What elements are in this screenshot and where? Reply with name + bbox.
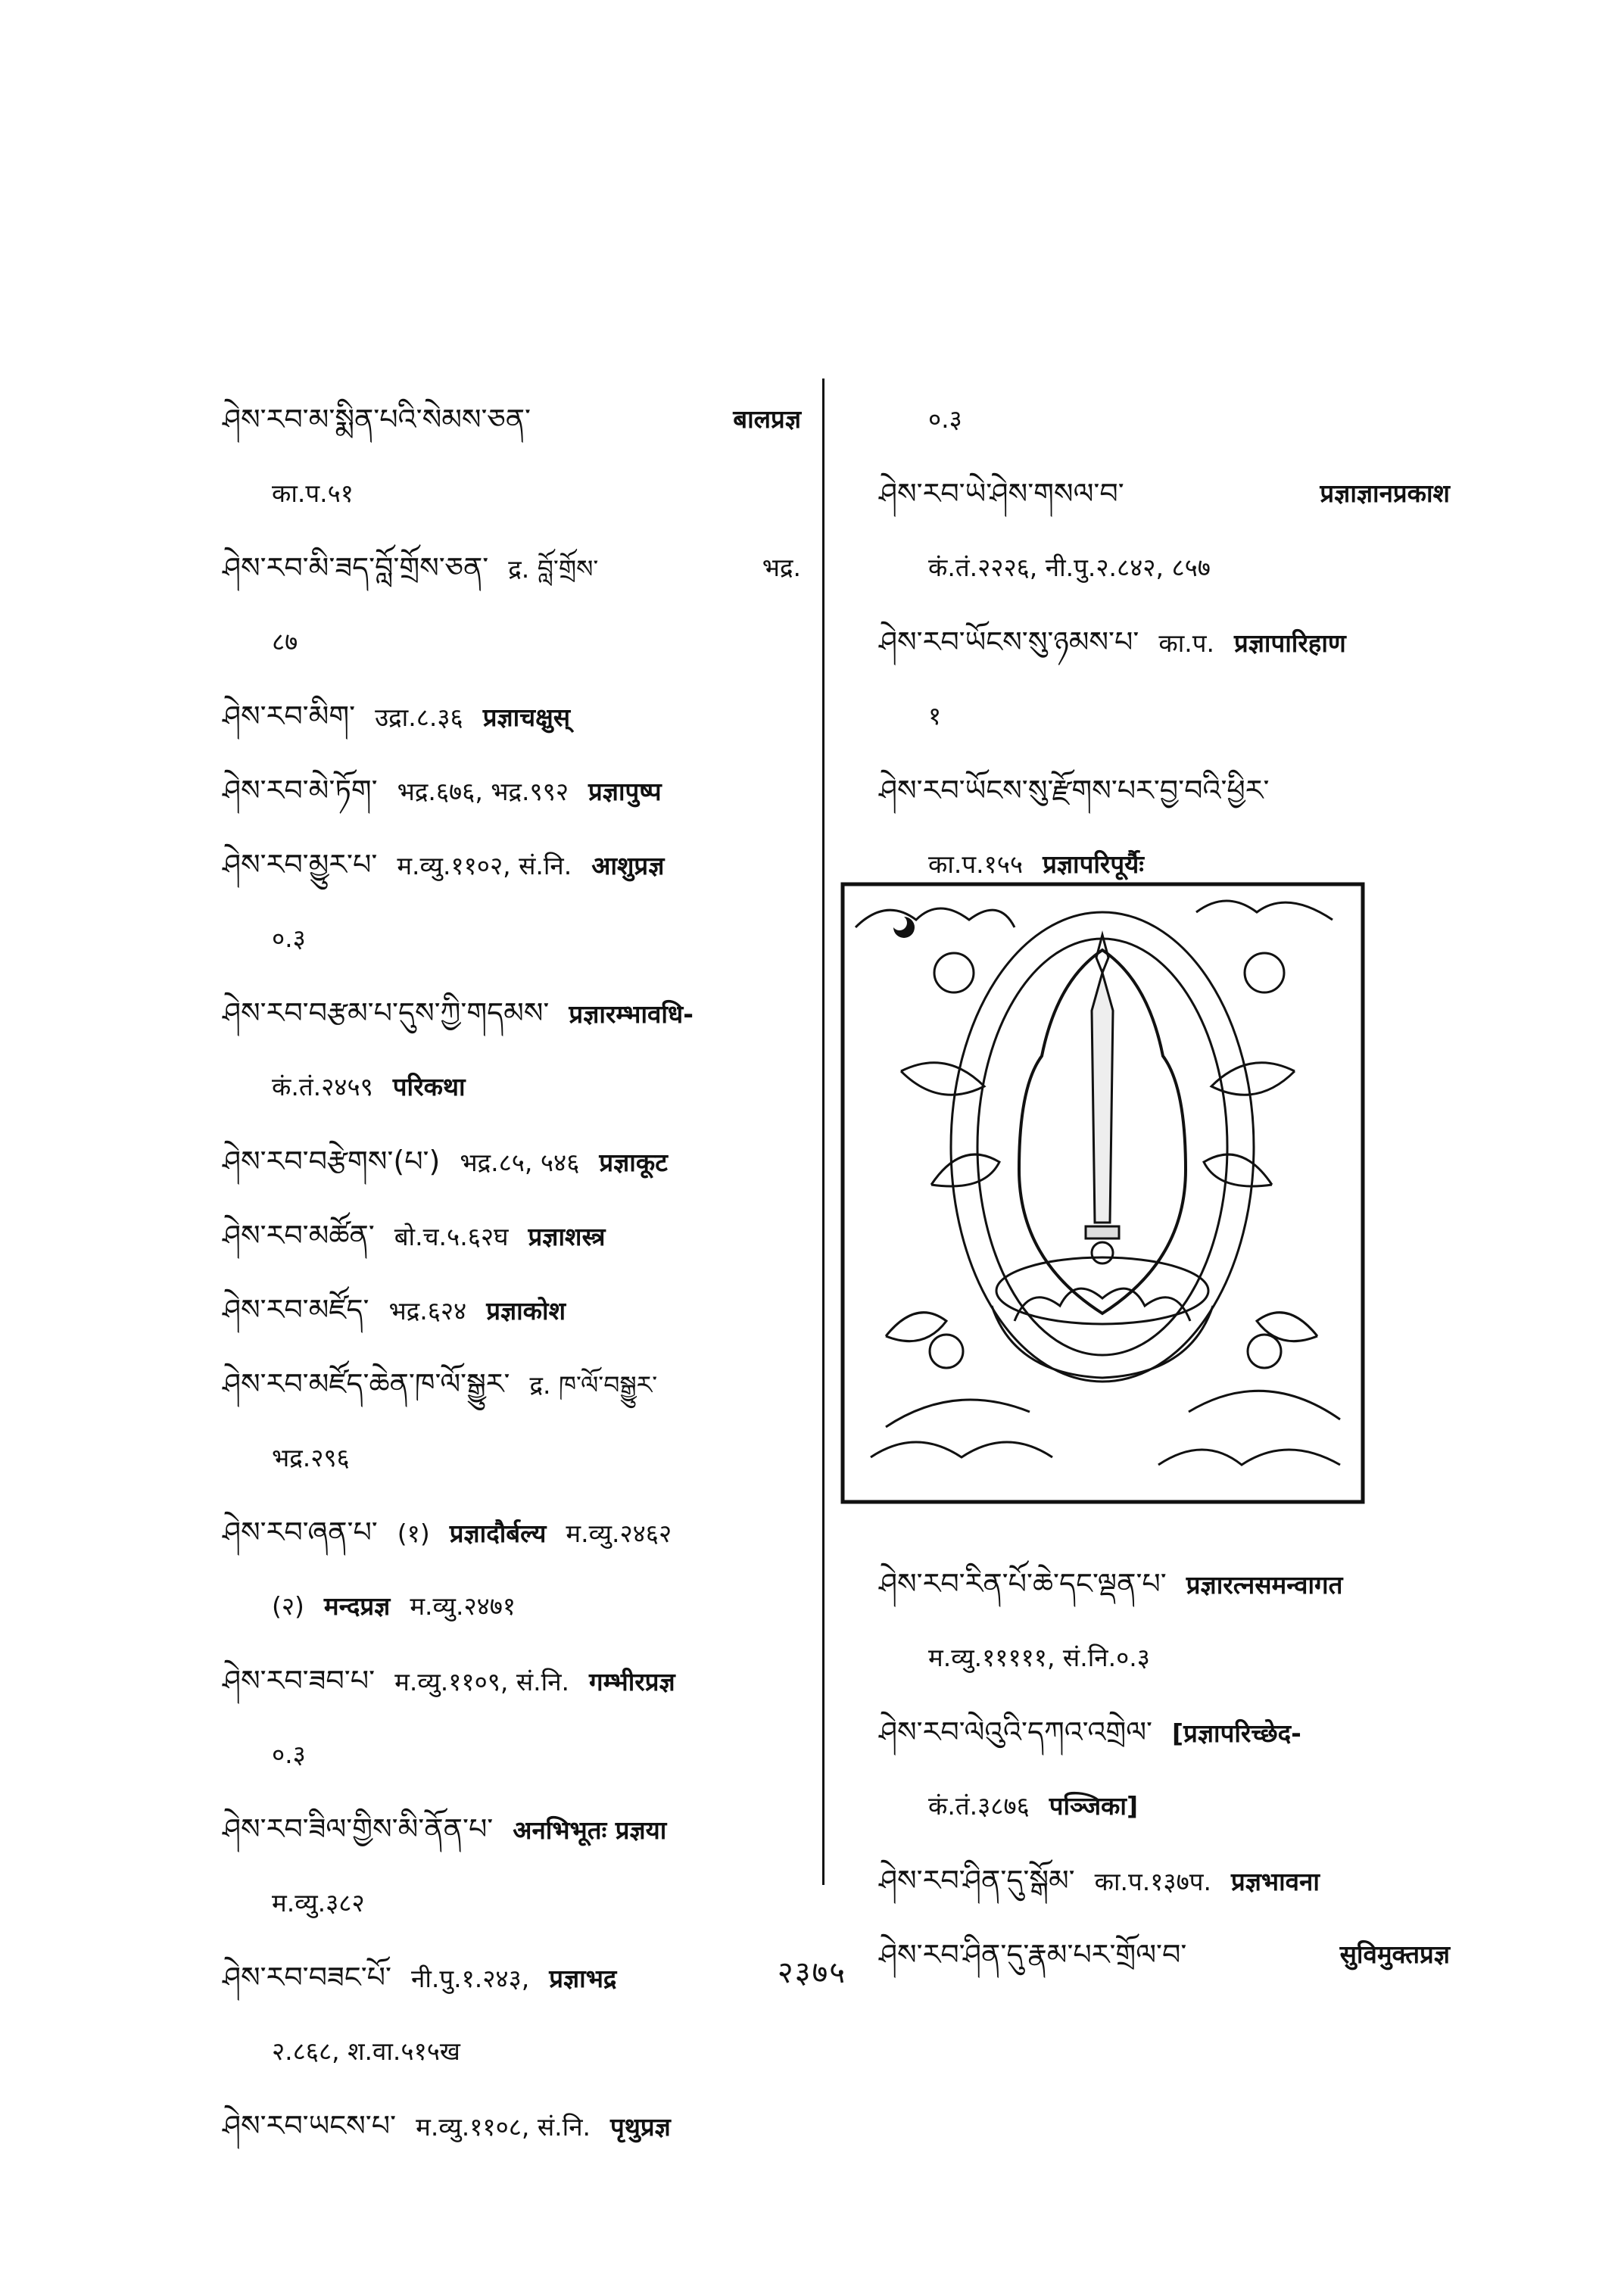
reference: म.व्यु.११०२, सं.नि. bbox=[397, 851, 572, 880]
dictionary-entry bbox=[203, 827, 801, 902]
reference: भद्र.६७६, भद्र.९९२ bbox=[397, 777, 569, 806]
entry-continuation bbox=[203, 1866, 801, 1940]
sanskrit-term: प्रज्ञादौर्बल्य bbox=[449, 1519, 547, 1548]
reference: बो.च.५.६२घ bbox=[394, 1222, 509, 1251]
dictionary-entry bbox=[203, 2089, 801, 2163]
reference: द्र. བློ་གྲོས་ bbox=[508, 554, 599, 584]
tibetan-headword: ཤེས་རབ་མཚོན་ bbox=[223, 1219, 375, 1252]
reference: २.८६८, श.वा.५१५ख bbox=[272, 2036, 460, 2066]
dictionary-entry bbox=[859, 753, 1450, 827]
tibetan-headword: ཤེས་རབ་བརྩམ་པ་དུས་ཀྱི་གདམས་ bbox=[223, 996, 550, 1030]
tibetan-headword: ཤེས་རབ་མཛོད་ bbox=[223, 1293, 369, 1326]
entry-continuation bbox=[859, 1621, 1450, 1695]
sanskrit-term: प्रज्ञाचक्षुस् bbox=[482, 703, 571, 732]
reference: उद्रा.८.३६ bbox=[375, 703, 463, 732]
tibetan-headword: ཤེས་རབ་མིག་ bbox=[223, 699, 356, 733]
sanskrit-term: प्रज्ञाकूट bbox=[599, 1148, 668, 1177]
reference: का.प.५१ bbox=[272, 478, 354, 508]
reference: म.व्यु.११०८, सं.नि. bbox=[416, 2112, 591, 2142]
dictionary-entry bbox=[203, 1792, 801, 1866]
dictionary-entry bbox=[203, 1124, 801, 1198]
sanskrit-term: प्रज्ञाशस्त्र bbox=[528, 1222, 606, 1251]
entry-continuation bbox=[859, 382, 1450, 456]
reference: म.व्यु.३८२ bbox=[272, 1888, 365, 1918]
reference: द्र. ཁ་ལོ་བསྒྱུར་ bbox=[529, 1370, 658, 1400]
reference: म.व्यु.१११११, सं.नि.०.३ bbox=[928, 1643, 1150, 1672]
entry-continuation bbox=[203, 1050, 801, 1124]
sanskrit-term: आशुप्रज्ञ bbox=[591, 851, 665, 880]
sanskrit-term: परिकथा bbox=[392, 1072, 466, 1101]
dictionary-entry bbox=[203, 679, 801, 753]
sanskrit-term: प्रज्ञभावना bbox=[1230, 1867, 1320, 1896]
entry-continuation bbox=[203, 1421, 801, 1495]
tibetan-headword: ཤེས་རབ་ཤིན་དུ་སྒོམ་ bbox=[879, 1864, 1075, 1897]
tibetan-headword: ཤེས་རབ་མེ་ཏོག་ bbox=[223, 774, 378, 807]
entry-continuation bbox=[203, 902, 801, 976]
right-column-bottom bbox=[859, 1547, 1450, 1992]
entry-continuation bbox=[203, 1718, 801, 1792]
dictionary-entry bbox=[203, 1643, 801, 1718]
entry-continuation bbox=[203, 2014, 801, 2089]
tibetan-headword: ཤེས་རབ་ཤིན་དུ་རྣམ་པར་གྲོལ་བ་ bbox=[879, 1938, 1187, 1971]
reference: का.प. bbox=[1158, 628, 1214, 658]
reference: म.व्यु.२४७१ bbox=[410, 1591, 516, 1621]
tibetan-headword: ཤེས་རབ་ཡེ་ཤེས་གསལ་བ་ bbox=[879, 477, 1124, 510]
entry-continuation bbox=[859, 1769, 1450, 1843]
dictionary-entry bbox=[859, 456, 1450, 531]
tibetan-headword: ཤེས་རབ་མ་སྨིན་པའི་སེམས་ཅན་ bbox=[223, 403, 531, 436]
tibetan-headword: ཤེས་རབ་ཡངས་པ་ bbox=[223, 2109, 397, 2142]
reference: भद्र.८५, ५४६ bbox=[460, 1148, 580, 1177]
tibetan-headword: ཤེས་རབ་མཛོད་ཆེན་ཁ་ལོ་སྒྱུར་ bbox=[223, 1367, 510, 1400]
reference: नी.पु.१.२४३, bbox=[411, 1964, 530, 1993]
entry-continuation bbox=[203, 605, 801, 679]
dictionary-entry bbox=[203, 531, 801, 605]
reference: कं.तं.३८७६ bbox=[928, 1791, 1030, 1821]
dictionary-entry bbox=[203, 1347, 801, 1421]
sanskrit-term: प्रज्ञारम्भावधि- bbox=[569, 999, 694, 1029]
sanskrit-term: अनभिभूतः प्रज्ञया bbox=[513, 1815, 667, 1845]
tibetan-headword: ཤེས་རབ་ཟིལ་གྱིས་མི་ནོན་པ་ bbox=[223, 1812, 494, 1846]
reference: भद्र.६२४ bbox=[388, 1296, 467, 1326]
reference: ०.३ bbox=[272, 1740, 306, 1769]
entry-continuation bbox=[859, 679, 1450, 753]
sanskrit-term: [प्रज्ञापरिच्छेद- bbox=[1172, 1718, 1301, 1748]
reference: (२) bbox=[272, 1591, 304, 1621]
dictionary-entry bbox=[859, 1843, 1450, 1918]
dictionary-entry bbox=[203, 1495, 801, 1569]
dictionary-entry bbox=[203, 753, 801, 827]
reference: भद्र.२९६ bbox=[272, 1443, 350, 1472]
sanskrit-term: सुविमुक्तप्रज्ञ bbox=[1339, 1939, 1450, 1969]
sanskrit-term: प्रज्ञापारिहाण bbox=[1234, 628, 1346, 658]
dictionary-entry bbox=[203, 976, 801, 1050]
sanskrit-term: प्रज्ञाभद्र bbox=[549, 1964, 617, 1993]
reference: (१) bbox=[397, 1519, 430, 1548]
sanskrit-term: प्रज्ञाज्ञानप्रकाश bbox=[1320, 478, 1450, 508]
reference: ०.३ bbox=[928, 404, 962, 434]
sanskrit-term: प्रज्ञापुष्प bbox=[588, 777, 662, 806]
dictionary-entry bbox=[859, 1695, 1450, 1769]
entry-continuation bbox=[203, 456, 801, 531]
dictionary-entry bbox=[203, 1198, 801, 1273]
sanskrit-term: प्रज्ञारत्नसमन्वागत bbox=[1186, 1570, 1343, 1600]
reference: म.व्यु.११०९, सं.नि. bbox=[394, 1667, 570, 1696]
tibetan-headword: ཤེས་རབ་བཟང་པོ་ bbox=[223, 1961, 392, 1994]
tibetan-headword: ཤེས་རབ་ལེའུའི་དཀའ་འགྲེལ་ bbox=[879, 1715, 1153, 1749]
sword-lotus-illustration bbox=[840, 882, 1365, 1504]
dictionary-entry bbox=[203, 382, 801, 456]
column-divider bbox=[822, 379, 824, 1885]
reference: का.प.१३७प. bbox=[1094, 1867, 1211, 1896]
entry-continuation bbox=[203, 1569, 801, 1643]
tibetan-headword: ཤེས་རབ་མྱུར་པ་ bbox=[223, 848, 378, 881]
sanskrit-term: पृथुप्रज्ञ bbox=[610, 2112, 671, 2142]
reference: १ bbox=[928, 701, 942, 731]
reference: भद्र. bbox=[762, 553, 801, 582]
sanskrit-term: प्रज्ञापरिपूर्यैः bbox=[1043, 849, 1144, 879]
reference: ८७ bbox=[272, 627, 298, 656]
tibetan-headword: ཤེས་རབ་ཟབ་པ་ bbox=[223, 1664, 376, 1697]
sanskrit-term: प्रज्ञाकोश bbox=[486, 1296, 566, 1326]
tibetan-headword: ཤེས་རབ་ཡོངས་སུ་ཉམས་པ་ bbox=[879, 625, 1139, 659]
dictionary-entry bbox=[859, 605, 1450, 679]
tibetan-headword: ཤེས་རབ་ཡོངས་སུ་རྫོགས་པར་བྱ་བའི་ཕྱིར་ bbox=[879, 774, 1270, 807]
dictionary-entry bbox=[203, 1273, 801, 1347]
tibetan-headword: ཤེས་རབ་མི་ཟད་བློ་གྲོས་ཅན་ bbox=[223, 551, 489, 584]
tibetan-headword: ཤེས་རབ་རིན་པོ་ཆེ་དང་ལྡན་པ་ bbox=[879, 1567, 1167, 1600]
reference: कं.तं.२२२६, नी.पु.२.८४२, ८५७ bbox=[928, 553, 1211, 582]
reference: म.व्यु.२४६२ bbox=[566, 1519, 672, 1548]
tibetan-headword: ཤེས་རབ་ཞན་པ་ bbox=[223, 1516, 378, 1549]
tibetan-headword: ཤེས་རབ་བརྩེགས་(པ་) bbox=[223, 1145, 441, 1178]
page-number: २३७५ bbox=[777, 1955, 847, 1990]
dictionary-entry bbox=[859, 1547, 1450, 1621]
sanskrit-term: गम्भीरप्रज्ञ bbox=[589, 1667, 675, 1696]
reference: का.प.१५५ bbox=[928, 849, 1024, 879]
sanskrit-term: पञ्जिका] bbox=[1049, 1791, 1139, 1821]
sanskrit-term: मन्दप्रज्ञ bbox=[323, 1591, 391, 1621]
reference: ०.३ bbox=[272, 924, 306, 953]
sanskrit-term: बालप्रज्ञ bbox=[733, 404, 801, 434]
entry-continuation bbox=[859, 531, 1450, 605]
reference: कं.तं.२४५९ bbox=[272, 1072, 373, 1101]
left-column bbox=[203, 382, 801, 2163]
